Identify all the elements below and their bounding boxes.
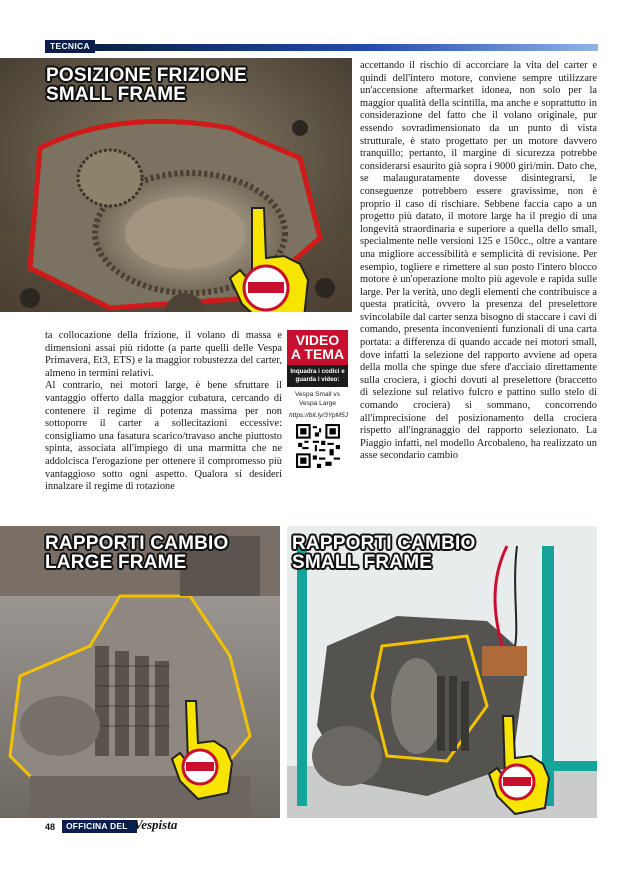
photo-title (45, 534, 229, 572)
title-line-2: LARGE FRAME (45, 552, 187, 573)
photo-gearbox-small-frame (287, 526, 597, 818)
photo-title (46, 66, 247, 104)
photo-gearbox-large-frame (0, 526, 280, 818)
title-line-1: RAPPORTI CAMBIO (292, 533, 476, 554)
video-box-title (287, 330, 348, 365)
photo-title (292, 534, 476, 572)
video-box (287, 330, 348, 510)
article-column-right: accettando il rischio di accorciare la vita del carter e quindi dell'intero motore, conviene sempre utilizzare un'accensione aftermarket idonea, non solo per la maggior qualità della scintilla, ma anche e soprattutto in considerazione del fatto che il volano originale, pur essendo sovradimensionato da un punto di vista strutturale, è stato progettato per un motore davvero tranquillo; pertanto, il margine di sicurezza potrebbe considerarsi esaurito già sopra i 9000 giri/min. Dato che, se malauguratamente dovesse disintegrarsi, le conseguenze potrebbero essere gravissime, non è proprio il caso di rischiare. Sebbene faccia capo a un progetto più datato, il motore large ha il pregio di una longevità straordinaria e superiore a quella dello small, specialmente nelle versioni 125 e 150cc., oltre a vantare una migliore accessibilità e semplicità di revisione. Per esempio, togliere e rimettere al suo posto l'intero blocco motore è un'operazione molto più agevole e rapida sulle large. Per la verità, uno degli elementi che contribuisce a questa praticità, ovvero la presenza del preselettore svincolabile dal carter senza bisogno di staccare i cavi di comando, presenta inconvenienti funzionali di una carta portata: a differenza di quando accade nei motori small, dove infatti la selezione del rapporto avviene ad opera della molla che spinge due sfere d'acciaio direttamente sulla crociera, i giochi dovuti al preselettore (braccetto di selezione sul relativo fulcro e pattino sullo stelo di comando crociera) si sommano, concorrendo all'imprecisione del posizionamento della crociera rispetto all'ingranaggio del rapporto selezionato. La Piaggio infatti, nel modello Arcobaleno, ha realizzato un asse secondario cambio (360, 60, 597, 462)
video-instruction: Inquadra i codici e guarda i video: (287, 365, 348, 387)
page-number: 48 (45, 822, 56, 832)
magazine-logo: Vespista (134, 817, 178, 832)
magazine-name: OFFICINA DEL (66, 821, 128, 831)
video-caption: Vespa Small vs Vespa Large (294, 391, 341, 407)
photo-clutch-small-frame (0, 58, 352, 312)
section-tag: TECNICA (45, 40, 95, 53)
title-line-1: RAPPORTI CAMBIO (45, 533, 229, 554)
video-title-line-1: VIDEO (295, 332, 340, 348)
article-column-left: ta collocazione della frizione, il volano di massa e dimensioni assai più ridotte (a parte quelli delle Vespa Primavera, Et3, ETS) e la maggior robustezza del carter, almeno in termini relativi. Al contrario, nei motori large, è bene sfruttare il vantaggio offerto dalla maggior cubatura, cercando di contenere il regime di potenza massima per non sottoporre il carter a sollecitazioni eccessive: consigliamo una fasatura scarico/travaso anche piuttosto spinta, associata all'impiego di una marmitta che ne addolcisca l'erogazione per ottenere il compromesso più vantaggioso sotto ogni aspetto. Qualora si desideri innalzare il regime di rotazione (45, 330, 282, 493)
title-line-2: SMALL FRAME (292, 552, 433, 573)
video-title-line-2: A TEMA (290, 346, 345, 362)
header-rule (90, 44, 598, 51)
title-line-2: SMALL FRAME (46, 84, 187, 105)
video-link[interactable]: https://bit.ly/3YpM5J (289, 412, 349, 419)
qr-code-icon[interactable] (296, 424, 340, 468)
title-line-1: POSIZIONE FRIZIONE (46, 65, 248, 86)
